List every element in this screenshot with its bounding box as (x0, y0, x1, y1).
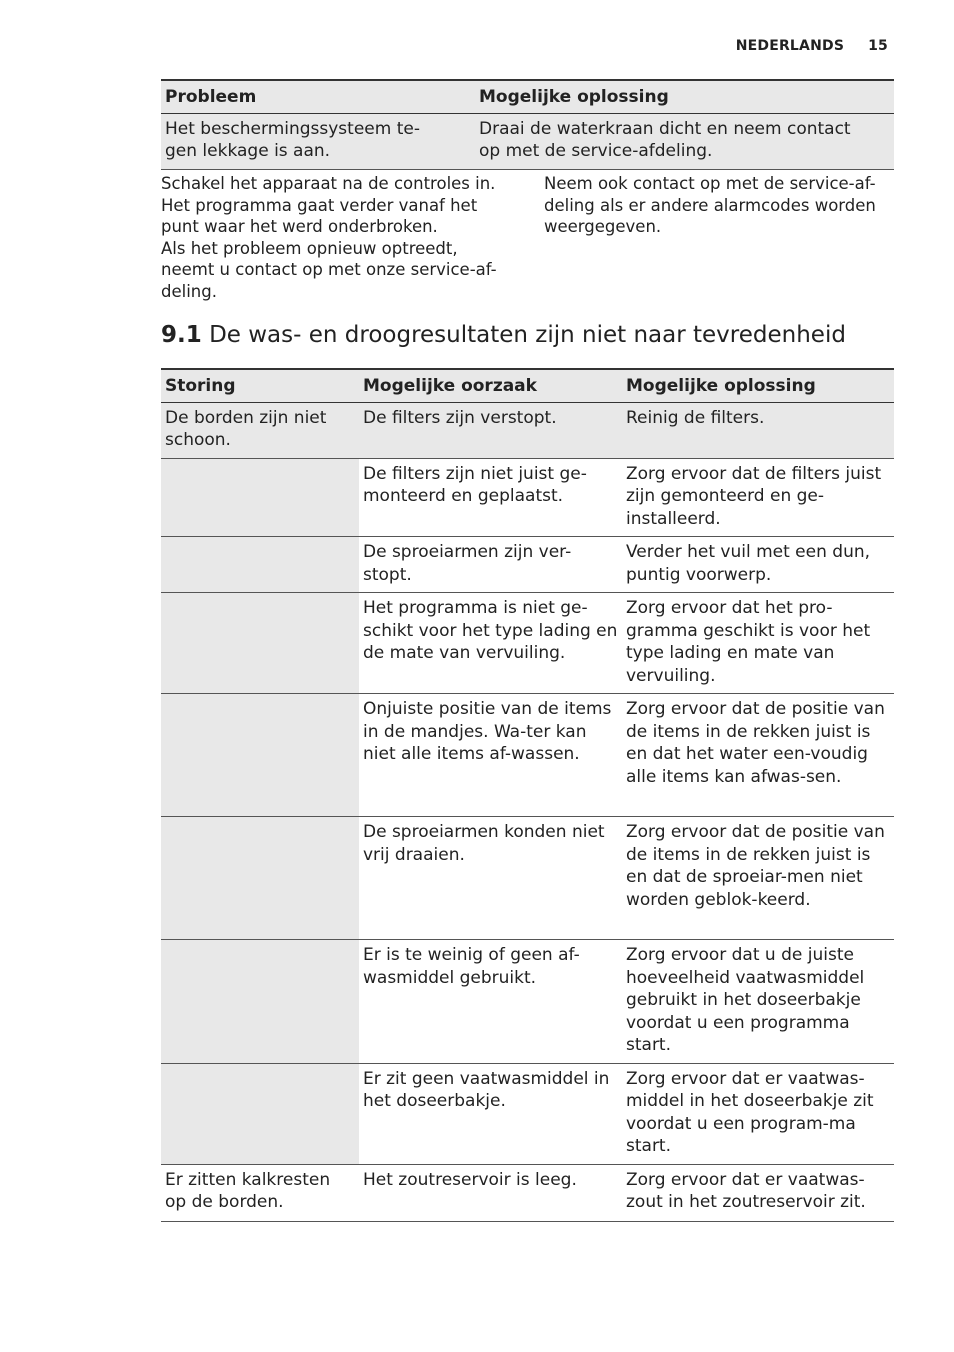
table-row (161, 537, 894, 593)
table-cell: Zorg ervoor dat de filters juist zijn gemonteerd en ge-installeerd. (622, 458, 894, 537)
table-cell: Zorg ervoor dat de positie van de items in de rekken juist is en dat de sproeiar-men niet worden geblok-keerd. (622, 817, 894, 940)
column-header: Storing (161, 369, 359, 402)
table-cell: Draai de waterkraan dicht en neem contact op met de service-afdeling. (475, 113, 894, 169)
table-cell: Zorg ervoor dat de positie van de items in de rekken juist is en dat het water een-voudig alle items kan afwas-sen. (622, 694, 894, 817)
table-row (161, 402, 894, 458)
column-header: Mogelijke oorzaak (359, 369, 622, 402)
table-row (161, 113, 894, 169)
table-row (161, 694, 894, 817)
table-cell: Zorg ervoor dat u de juiste hoeveelheid vaatwasmiddel gebruikt in het doseerbakje voordat u een programma start. (622, 940, 894, 1064)
note-left (161, 173, 516, 302)
table-cell: Zorg ervoor dat het pro-gramma geschikt is voor het type lading en mate van vervuiling. (622, 593, 894, 694)
table-cell: Reinig de filters. (622, 402, 894, 458)
table-row (161, 1063, 894, 1164)
table-cell: Zorg ervoor dat er vaatwas-zout in het zoutreservoir zit. (622, 1164, 894, 1221)
table-cell: De filters zijn verstopt. (359, 402, 622, 458)
note-paragraph: Schakel het apparaat na de controles in. Het programma gaat verder vanaf het punt waar het werd onderbroken. (161, 174, 496, 236)
note-paragraph: Als het probleem opnieuw optreedt, neemt u contact op met onze service-af-deling. (161, 238, 497, 301)
table-cell: Er zitten kalkresten op de borden. (161, 1164, 359, 1221)
table-cell (161, 1063, 359, 1164)
section-heading (161, 322, 846, 348)
table-cell: Het programma is niet ge-schikt voor het type lading en de mate van vervuiling. (359, 593, 622, 694)
section-title: De was- en droogresultaten zijn niet naar tevredenheid (209, 322, 846, 348)
table-cell: Onjuiste positie van de items in de mandjes. Wa-ter kan niet alle items af-wassen. (359, 694, 622, 817)
table-cell (161, 458, 359, 537)
column-header: Mogelijke oplossing (475, 80, 894, 113)
table-cell: De sproeiarmen zijn ver-stopt. (359, 537, 622, 593)
page-number: 15 (868, 38, 888, 54)
note-right (544, 173, 894, 238)
table-cell: Het zoutreservoir is leeg. (359, 1164, 622, 1221)
table-cell (161, 694, 359, 817)
table-cell (161, 593, 359, 694)
table-row (161, 593, 894, 694)
table-cell (161, 817, 359, 940)
table-row (161, 1164, 894, 1221)
note-paragraph: Neem ook contact op met de service-af-deling als er andere alarmcodes worden weergegeven. (544, 174, 876, 236)
table-row (161, 940, 894, 1064)
table-cell: Er is te weinig of geen af-wasmiddel gebruikt. (359, 940, 622, 1064)
problem-table (161, 79, 894, 170)
language-label: NEDERLANDS (735, 38, 845, 54)
table-cell: Zorg ervoor dat er vaatwas-middel in het doseerbakje zit voordat u een program-ma start. (622, 1063, 894, 1164)
table-header-row (161, 369, 894, 402)
table-cell: Verder het vuil met een dun, puntig voorwerp. (622, 537, 894, 593)
table-cell: De sproeiarmen konden niet vrij draaien. (359, 817, 622, 940)
column-header: Probleem (161, 80, 475, 113)
troubleshooting-table (161, 368, 894, 1222)
table-cell: De filters zijn niet juist ge-monteerd en geplaatst. (359, 458, 622, 537)
table-row (161, 817, 894, 940)
table-cell (161, 940, 359, 1064)
table-header-row (161, 80, 894, 113)
column-header: Mogelijke oplossing (622, 369, 894, 402)
table-cell (161, 537, 359, 593)
section-number: 9.1 (161, 322, 202, 348)
table-cell: Er zit geen vaatwasmiddel in het doseerbakje. (359, 1063, 622, 1164)
table-cell: De borden zijn niet schoon. (161, 402, 359, 458)
table-cell: Het beschermingssysteem te- gen lekkage is aan. (161, 113, 475, 169)
table-row (161, 458, 894, 537)
page-header (736, 38, 888, 54)
